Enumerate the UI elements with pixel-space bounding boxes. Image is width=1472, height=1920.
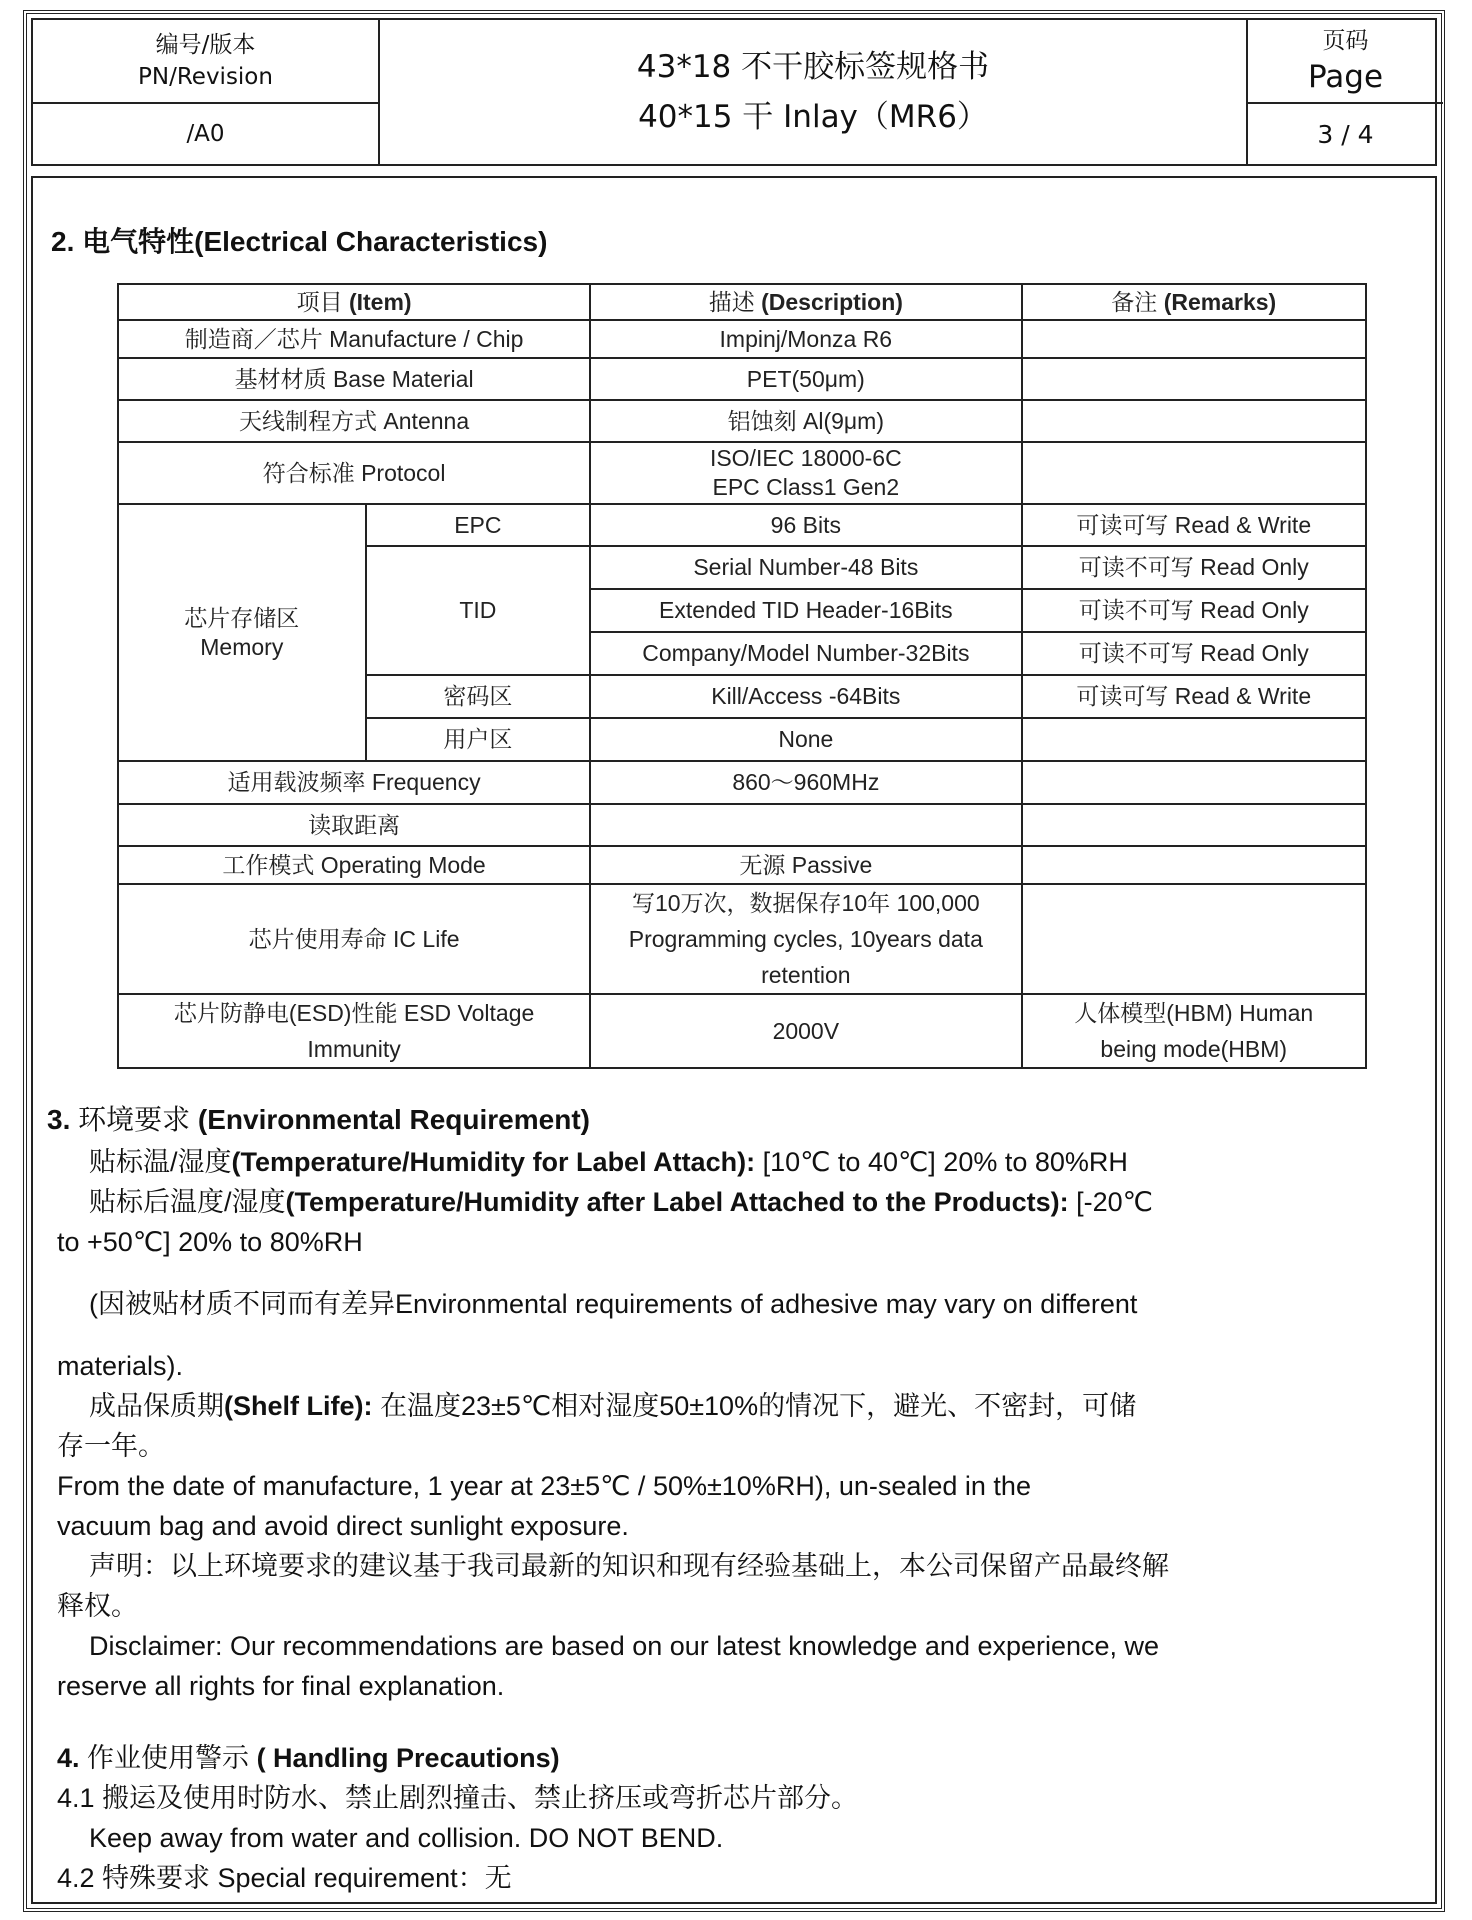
mode-desc: 无源 Passive <box>590 846 1021 884</box>
chip-desc: Impinj/Monza R6 <box>590 320 1021 358</box>
revision-cell <box>33 104 380 164</box>
password-label: 密码区 <box>366 675 591 718</box>
adhesive-note: (因被贴材质不同而有差异Environmental requirements of adhesive may vary on different <box>89 1289 1138 1319</box>
tid-remark-3: 可读不可写 Read Only <box>1022 632 1367 675</box>
precaution-4-1: 4.1 搬运及使用时防水、禁止剧烈撞击、禁止挤压或弯折芯片部分。 <box>57 1783 859 1813</box>
section-4-title: 4. 作业使用警示 ( Handling Precautions) <box>57 1743 560 1773</box>
protocol-desc: ISO/IEC 18000-6C EPC Class1 Gen2 <box>590 442 1021 504</box>
table-row <box>118 400 1366 442</box>
tid-desc-1: Serial Number-48 Bits <box>590 546 1021 589</box>
title-line-1: 43*18 不干胶标签规格书 <box>636 49 990 85</box>
document-page <box>23 10 1445 1912</box>
document-header <box>31 18 1437 166</box>
ic-life-desc: 写10万次，数据保存10年 100,000 Programming cycles, 10years data retention <box>590 884 1021 994</box>
user-label: 用户区 <box>366 718 591 761</box>
table-row <box>118 884 1366 994</box>
table-row <box>118 761 1366 804</box>
frequency-desc: 860～960MHz <box>590 761 1021 804</box>
esd-remark: 人体模型(HBM) Human being mode(HBM) <box>1022 994 1367 1068</box>
section-2-number: 2. <box>51 226 75 257</box>
chip-item: 制造商／芯片 Manufacture / Chip <box>118 320 590 358</box>
page-label-en: Page <box>1307 59 1384 95</box>
adhesive-note-cont: materials). <box>57 1351 184 1381</box>
disclaimer-cn-cont: 释权。 <box>57 1591 138 1621</box>
tid-desc-3: Company/Model Number-32Bits <box>590 632 1021 675</box>
table-header-row <box>118 284 1366 320</box>
tid-remark-2: 可读不可写 Read Only <box>1022 589 1367 632</box>
document-title <box>380 20 1246 164</box>
title-line-2: 40*15 干 Inlay（MR6） <box>638 99 988 135</box>
section-2-heading: 电气特性(Electrical Characteristics) <box>82 226 548 257</box>
frequency-item: 适用载波频率 Frequency <box>118 761 590 804</box>
epc-label: EPC <box>366 504 591 546</box>
table-row <box>118 320 1366 358</box>
mode-item: 工作模式 Operating Mode <box>118 846 590 884</box>
range-item: 读取距离 <box>118 804 590 846</box>
shelf-life-cont: 存一年。 <box>57 1431 165 1461</box>
revision-value: /A0 <box>186 121 225 147</box>
pn-label-cn: 编号/版本 <box>155 32 256 58</box>
shelf-life-en-1: From the date of manufacture, 1 year at 23±5℃ / 50%±10%RH), un-sealed in the <box>57 1471 1031 1501</box>
table-row <box>118 442 1366 504</box>
attach-conditions: 贴标温/湿度(Temperature/Humidity for Label Attach): [10℃ to 40℃] 20% to 80%RH <box>89 1147 1128 1177</box>
shelf-life: 成品保质期(Shelf Life): 在温度23±5℃相对湿度50±10%的情况下，避光、不密封，可储 <box>89 1391 1137 1421</box>
shelf-life-en-2: vacuum bag and avoid direct sunlight exposure. <box>57 1511 629 1541</box>
pn-label-en: PN/Revision <box>138 64 273 90</box>
section-3-heading-cn: 环境要求 <box>78 1104 198 1135</box>
precaution-4-1-en: Keep away from water and collision. DO NOT BEND. <box>89 1823 724 1853</box>
tid-label: TID <box>366 546 591 675</box>
precaution-4-2: 4.2 特殊要求 Special requirement：无 <box>57 1863 512 1893</box>
disclaimer-cn: 声明：以上环境要求的建议基于我司最新的知识和现有经验基础上，本公司保留产品最终解 <box>89 1551 1169 1581</box>
pn-label-cell <box>33 20 380 104</box>
section-4 <box>57 1738 1427 1898</box>
esd-item: 芯片防静电(ESD)性能 ESD Voltage Immunity <box>118 994 590 1068</box>
base-desc: PET(50μm) <box>590 358 1021 400</box>
password-remark: 可读可写 Read & Write <box>1022 675 1367 718</box>
page-number: 3 / 4 <box>1317 119 1374 149</box>
frequency-remark <box>1022 761 1367 804</box>
base-remark <box>1022 358 1367 400</box>
mode-remark <box>1022 846 1367 884</box>
ic-life-remark <box>1022 884 1367 994</box>
ic-life-item: 芯片使用寿命 IC Life <box>118 884 590 994</box>
document-body <box>31 176 1437 1904</box>
user-remark <box>1022 718 1367 761</box>
protocol-remark <box>1022 442 1367 504</box>
page-label-cn: 页码 <box>1322 28 1369 54</box>
table-row <box>118 994 1366 1068</box>
protocol-item: 符合标准 Protocol <box>118 442 590 504</box>
table-row <box>118 804 1366 846</box>
table-row <box>118 846 1366 884</box>
section-3-title <box>47 1098 590 1138</box>
table-row <box>118 504 1366 546</box>
page-label-cell <box>1246 20 1443 104</box>
antenna-remark <box>1022 400 1367 442</box>
header-description: 描述 (Description) <box>590 284 1021 320</box>
section-3-heading-en: (Environmental Requirement) <box>197 1104 590 1135</box>
section-3-body <box>57 1142 1427 1706</box>
tid-remark-1: 可读不可写 Read Only <box>1022 546 1367 589</box>
epc-remark: 可读可写 Read & Write <box>1022 504 1367 546</box>
after-attach-conditions-cont: to +50℃] 20% to 80%RH <box>57 1227 363 1257</box>
after-attach-conditions: 贴标后温度/湿度(Temperature/Humidity after Label Attached to the Products): [-20℃ <box>89 1187 1153 1217</box>
electrical-characteristics-table <box>117 283 1367 1069</box>
range-desc <box>590 804 1021 846</box>
header-remarks: 备注 (Remarks) <box>1022 284 1367 320</box>
disclaimer-en-cont: reserve all rights for final explanation. <box>57 1671 505 1701</box>
page-number-cell <box>1246 104 1443 164</box>
header-item: 项目 (Item) <box>118 284 590 320</box>
user-desc: None <box>590 718 1021 761</box>
antenna-item: 天线制程方式 Antenna <box>118 400 590 442</box>
section-3-number: 3. <box>47 1104 71 1135</box>
antenna-desc: 铝蚀刻 Al(9μm) <box>590 400 1021 442</box>
disclaimer-en: Disclaimer: Our recommendations are based on our latest knowledge and experience, we <box>89 1631 1160 1661</box>
section-2-title <box>51 220 547 260</box>
memory-item: 芯片存储区 Memory <box>118 504 366 761</box>
tid-desc-2: Extended TID Header-16Bits <box>590 589 1021 632</box>
chip-remark <box>1022 320 1367 358</box>
table-row <box>118 358 1366 400</box>
range-remark <box>1022 804 1367 846</box>
password-desc: Kill/Access -64Bits <box>590 675 1021 718</box>
esd-desc: 2000V <box>590 994 1021 1068</box>
epc-desc: 96 Bits <box>590 504 1021 546</box>
base-item: 基材材质 Base Material <box>118 358 590 400</box>
